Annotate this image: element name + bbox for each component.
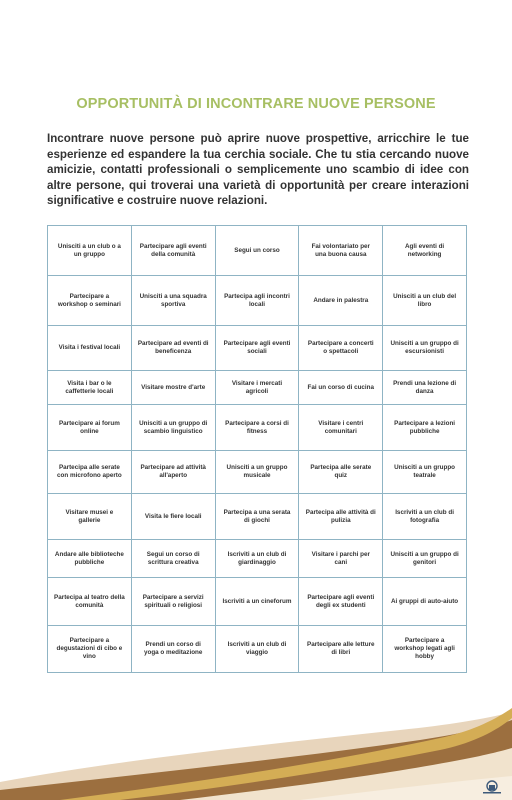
grid-cell: Partecipare a concerti o spettacoli: [299, 326, 383, 371]
grid-row: [48, 326, 467, 371]
publisher-logo-icon: [480, 778, 504, 796]
grid-cell: Partecipare agli eventi della comunità: [131, 226, 215, 276]
grid-cell: Unisciti a un gruppo di genitori: [383, 540, 467, 578]
grid-cell: Partecipa alle serate quiz: [299, 451, 383, 494]
grid-cell: Partecipare ad eventi di beneficenza: [131, 326, 215, 371]
grid-row: [48, 371, 467, 405]
grid-cell: Prendi una lezione di danza: [383, 371, 467, 405]
grid-cell: Partecipa alle serate con microfono aperto: [48, 451, 132, 494]
grid-row: [48, 494, 467, 540]
grid-cell: Visita i festival locali: [48, 326, 132, 371]
grid-cell: Visita i bar o le caffetterie locali: [48, 371, 132, 405]
grid-cell: Ai gruppi di auto-aiuto: [383, 578, 467, 626]
grid-cell: Partecipare a servizi spirituali o religiosi: [131, 578, 215, 626]
grid-cell: Iscriviti a un cineforum: [215, 578, 299, 626]
grid-cell: Fai un corso di cucina: [299, 371, 383, 405]
grid-cell: Visita le fiere locali: [131, 494, 215, 540]
grid-cell: Andare in palestra: [299, 276, 383, 326]
grid-cell: Unisciti a un gruppo di escursionisti: [383, 326, 467, 371]
grid-cell: Partecipare ai forum online: [48, 405, 132, 451]
grid-cell: Andare alle biblioteche pubbliche: [48, 540, 132, 578]
grid-cell: Segui un corso: [215, 226, 299, 276]
grid-row: [48, 578, 467, 626]
grid-cell: Iscriviti a un club di giardinaggio: [215, 540, 299, 578]
grid-cell: Visitare mostre d'arte: [131, 371, 215, 405]
grid-cell: Segui un corso di scrittura creativa: [131, 540, 215, 578]
grid-row: [48, 405, 467, 451]
grid-cell: Prendi un corso di yoga o meditazione: [131, 626, 215, 673]
grid-cell: Partecipare a degustazioni di cibo e vino: [48, 626, 132, 673]
grid-cell: Visitare i parchi per cani: [299, 540, 383, 578]
grid-cell: Unisciti a un gruppo teatrale: [383, 451, 467, 494]
grid-cell: Unisciti a un club del libro: [383, 276, 467, 326]
grid-cell: Fai volontariato per una buona causa: [299, 226, 383, 276]
decorative-wave: [0, 690, 512, 800]
grid-cell: Partecipa al teatro della comunità: [48, 578, 132, 626]
grid-cell: Visitare musei e gallerie: [48, 494, 132, 540]
grid-cell: Visitare i centri comunitari: [299, 405, 383, 451]
grid-cell: Visitare i mercati agricoli: [215, 371, 299, 405]
grid-row: [48, 540, 467, 578]
grid-cell: Partecipare a workshop legati agli hobby: [383, 626, 467, 673]
grid-row: [48, 276, 467, 326]
grid-row: [48, 626, 467, 673]
grid-cell: Partecipare agli eventi sociali: [215, 326, 299, 371]
grid-cell: Iscriviti a un club di fotografia: [383, 494, 467, 540]
grid-cell: Partecipa agli incontri locali: [215, 276, 299, 326]
grid-cell: Partecipa a una serata di giochi: [215, 494, 299, 540]
grid-cell: Partecipare alle letture di libri: [299, 626, 383, 673]
grid-cell: Partecipare agli eventi degli ex studenti: [299, 578, 383, 626]
grid-cell: Agli eventi di networking: [383, 226, 467, 276]
grid-cell: Partecipare a lezioni pubbliche: [383, 405, 467, 451]
intro-paragraph: Incontrare nuove persone può aprire nuove prospettive, arricchire le tue esperienze ed espandere la tua cerchia sociale. Che tu stia cercando nuove amicizie, contatti professionali o semplicemente uno scambio di idee con altre persone, qui troverai una varietà di opportunità per creare interazioni significative e costruire nuove relazioni.: [47, 132, 469, 208]
grid-cell: Partecipa alle attività di pulizia: [299, 494, 383, 540]
grid-cell: Partecipare a corsi di fitness: [215, 405, 299, 451]
page-title: OPPORTUNITÀ DI INCONTRARE NUOVE PERSONE: [76, 96, 436, 112]
grid-cell: Unisciti a un club o a un gruppo: [48, 226, 132, 276]
grid-cell: Partecipare a workshop o seminari: [48, 276, 132, 326]
grid-row: [48, 451, 467, 494]
opportunity-grid: [47, 225, 467, 673]
grid-cell: Unisciti a una squadra sportiva: [131, 276, 215, 326]
grid-cell: Partecipare ad attività all'aperto: [131, 451, 215, 494]
grid-cell: Iscriviti a un club di viaggio: [215, 626, 299, 673]
grid-cell: Unisciti a un gruppo di scambio linguistico: [131, 405, 215, 451]
grid-row: [48, 226, 467, 276]
grid-cell: Unisciti a un gruppo musicale: [215, 451, 299, 494]
